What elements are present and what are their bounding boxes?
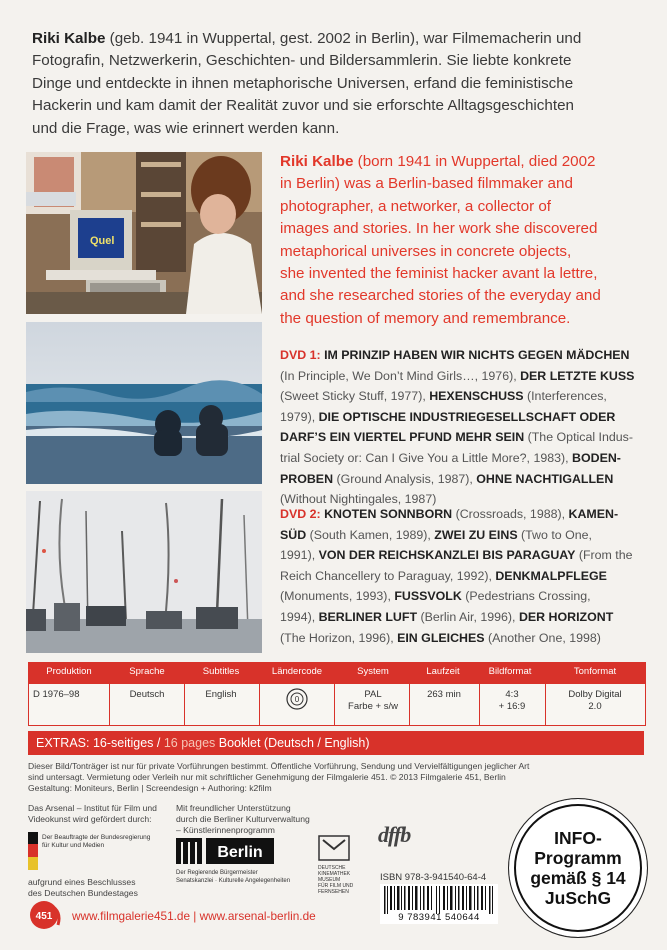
value-subtitles: English (205, 689, 237, 700)
photo-street-still (26, 491, 262, 653)
website-links[interactable]: www.filmgalerie451.de | www.arsenal-berlin.de (72, 909, 316, 923)
header-system: System (357, 666, 389, 677)
header-tonformat: Tonformat (573, 666, 617, 677)
author-name-de: Riki Kalbe (32, 30, 106, 47)
svg-text:Quel: Quel (90, 235, 115, 247)
intro-german: Riki Kalbe (geb. 1941 in Wuppertal, gest. 2002 in Berlin), war Filmemacherin und Fotografin, Netzwerkerin, Geschichten- und Bildersammlerin. Sie liebte konkrete Dinge und entdeckte in ihnen metaphorische Universen, erfand die feministische Hackerin und kam damit der Realität zuvor und sie erforschte Alltagsgeschichten und die Frage, was wie erinnert werden kann. (32, 30, 582, 137)
funding-arsenal: Das Arsenal – Institut für Film und Videokunst wird gefördert durch: (28, 803, 157, 824)
header-subtitles: Subtitles (202, 666, 240, 677)
funding-berlin: Mit freundlicher Unterstützung durch die Berliner Kulturverwaltung – Künstlerinnenprogramm (176, 803, 310, 835)
header-laendercode: Ländercode (271, 666, 323, 677)
svg-text:451: 451 (35, 911, 53, 922)
value-system: PAL Farbe + s/w (348, 689, 398, 712)
bkm-eagle-logo (28, 832, 38, 870)
isbn-text: ISBN 978-3-941540-64-4 (380, 872, 487, 883)
dvd2-film-list: DVD 2: KNOTEN SONNBORN (Crossroads, 1988), KAMEN- SÜD (South Kamen, 1989), ZWEI ZU EINS (Two to One, 1991), VON DER REICHSKANZLEI BIS PARAGUAY (From the Reich Chancellery to Paraguay, 1992), DENKMALPFLEGE (Monuments, 1993), FUSSVOLK (Pedestrians Crossing, 1994), BERLINER LUFT (Berlin Air, 1996), DER HORIZONT (The Horizon, 1996), EIN GLEICHES (Another One, 1998) (280, 507, 633, 645)
info-programm-badge: INFO- Programm gemäß § 14 JuSchG (508, 798, 648, 938)
kinemathek-text: DEUTSCHE KINEMATHEK MUSEUM FÜR FILM UND FERNSEHEN (318, 865, 354, 895)
extras-bar: EXTRAS: 16-seitiges / 16 pages Booklet (Deutsch / English) (28, 731, 644, 755)
berlin-logo-text: Berlin (217, 844, 263, 861)
kinemathek-logo-icon (318, 835, 350, 861)
author-name-en: Riki Kalbe (280, 153, 354, 170)
header-bildformat: Bildformat (488, 666, 532, 677)
header-produktion: Produktion (46, 666, 92, 677)
value-produktion: D 1976–98 (33, 689, 80, 700)
tech-specs-table (28, 662, 646, 726)
intro-english: Riki Kalbe (born 1941 in Wuppertal, died 2002 in Berlin) was a Berlin-based filmmaker and photographer, a networker, a collector of images and stories. In her work she discovered metaphorical universes in concrete objects, she invented the feminist hacker avant la lettre, and she researched stories of the everyday and the question of memory and remembrance. (280, 153, 601, 327)
value-laufzeit: 263 min (427, 689, 461, 700)
value-sprache: Deutsch (129, 689, 165, 700)
barcode (380, 884, 498, 924)
value-tonformat: Dolby Digital 2.0 (568, 689, 622, 712)
region-code-value: 0 (294, 695, 300, 704)
header-laufzeit: Laufzeit (426, 666, 460, 677)
barcode-digits: 9 783941 540644 (398, 912, 480, 923)
photo-beach-still (26, 322, 262, 484)
photo-computer-still (26, 152, 262, 314)
dffb-logo: dffb (378, 822, 411, 847)
legal-notice: Dieser Bild/Tonträger ist nur für private Vorführungen bestimmt. Öffentliche Vorführung, Sendung und Vervielfältigungen jeglicher Art sind untersagt. Vermietung oder Verleih nur mit schriftlicher Genehmigung der Filmgalerie 451. © 2013 Filmgalerie 451, Berlin Gestaltung: Moniteurs, Berlin | Screendesign + Authoring: k2film (28, 761, 530, 793)
value-bildformat: 4:3 + 16:9 (498, 689, 526, 712)
filmgalerie-451-logo (28, 899, 66, 931)
header-sprache: Sprache (129, 666, 165, 677)
bundestag-note: aufgrund eines Beschlusses des Deutschen Bundestages (28, 877, 138, 898)
senatskanzlei-text: Der Regierende Bürgermeister Senatskanzlei · Kulturelle Angelegenheiten (176, 870, 291, 884)
bkm-text: Der Beauftragte der Bundesregierung für Kultur und Medien (42, 834, 151, 849)
dvd1-film-list: DVD 1: IM PRINZIP HABEN WIR NICHTS GEGEN MÄDCHEN (In Principle, We Don’t Mind Girls…, 1976), DER LETZTE KUSS (Sweet Sticky Stuff, 1977), HEXENSCHUSS (Interferences, 1979), DIE OPTISCHE INDUSTRIEGESELLSCHAFT ODER DARF’S EIN VIERTEL PFUND MEHR SEIN (The Optical Indus- trial Society or: Can I Give You a Little More?, 1983), BODEN- PROBEN (Ground Analysis, 1987), OHNE NACHTIGALLEN (Without Nightingales, 1987) (280, 348, 635, 507)
region-code-icon (259, 687, 335, 715)
berlin-logo (176, 838, 276, 864)
